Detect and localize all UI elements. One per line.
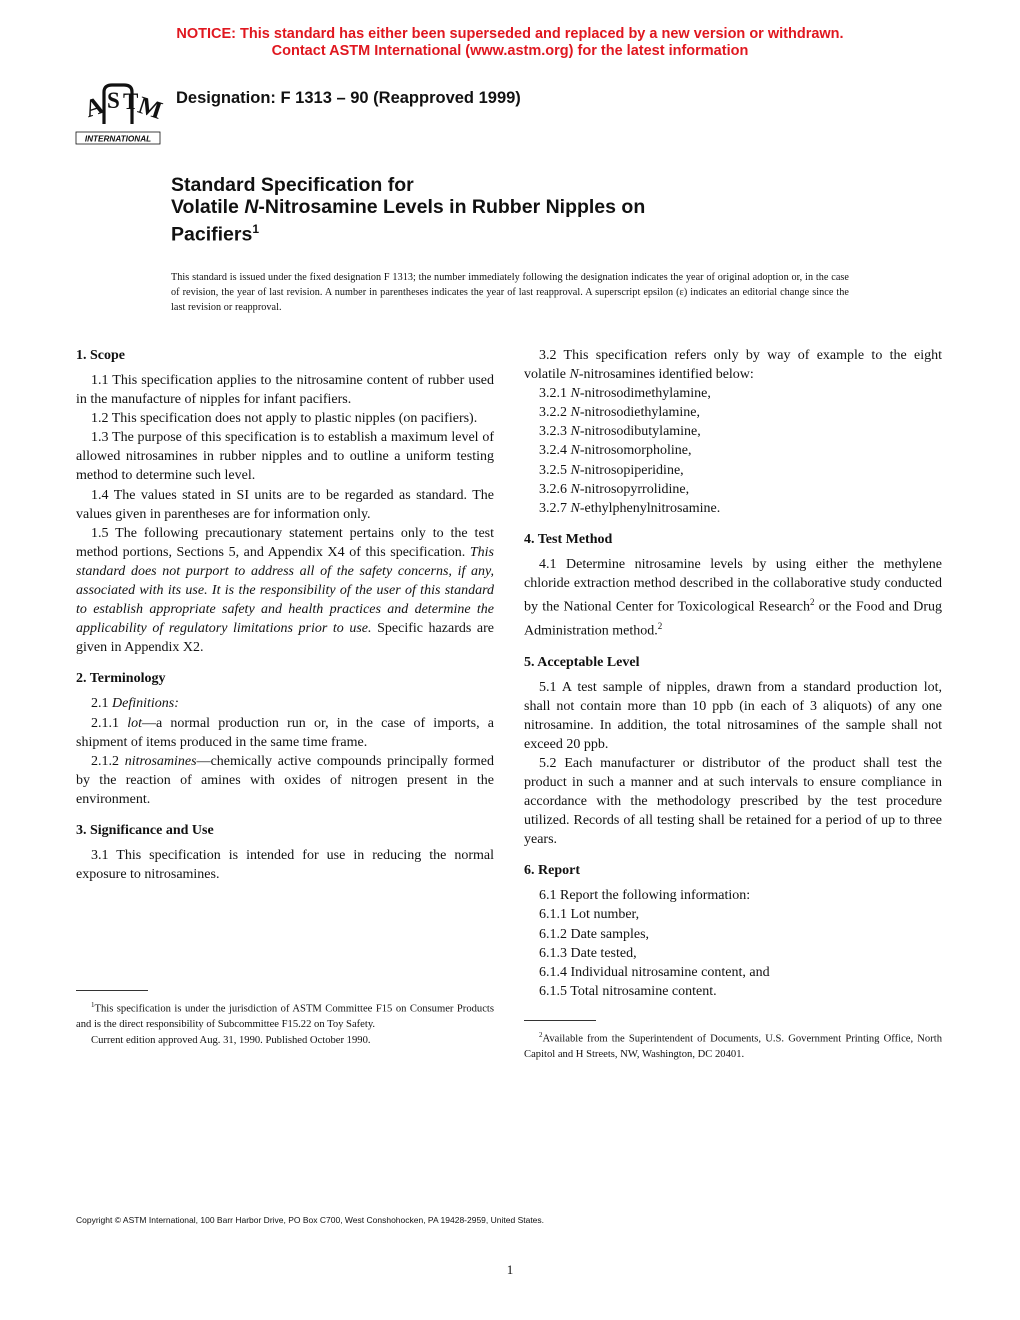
notice-line-1: NOTICE: This standard has either been superseded and replaced by a new version or withdrawn.: [176, 26, 844, 42]
list-item: 3.2.4 N-nitrosomorpholine,: [539, 443, 692, 459]
list-item: 3.2.3 N-nitrosodibutylamine,: [539, 424, 701, 440]
paragraph-1-5: 1.5 The following precautionary statement pertains only to the test method portions, Sections 5, and Appendix X4 of this specification. This standard does not purport to address all of the safety concerns, if any, associated with its use. It is the responsibility of the user of this standard to establish appropriate safety and health practices and determine the applicability of regulatory limitations prior to use. Specific hazards are given in Appendix X2.: [76, 525, 494, 656]
svg-text:A: A: [81, 92, 108, 124]
list-item: 6.1.1 Lot number,: [539, 907, 640, 923]
paragraph-4-1: 4.1 Determine nitrosamine levels by using either the methylene chloride extraction method described in the collaborative study conducted by the National Center for Toxicological Research$^2$ or the Food and Drug Administration method.$^2$: [524, 556, 942, 639]
section-heading-scope: 1. Scope: [76, 348, 125, 363]
title-footnote-ref: 1: [252, 222, 259, 236]
list-item: 3.2.5 N-nitrosopiperidine,: [539, 462, 684, 478]
paragraph-3-1: 3.1 This specification is intended for use in reducing the normal exposure to nitrosamines.: [76, 847, 494, 883]
page-number: 1: [506, 1262, 514, 1277]
paragraph-3-2: 3.2 This specification refers only by way of example to the eight volatile N-nitrosamines identified below:: [524, 348, 942, 383]
list-item: 3.2.2 N-nitrosodiethylamine,: [539, 405, 700, 421]
paragraph-6-1: 6.1 Report the following information:: [539, 888, 751, 904]
paragraph-1-3: 1.3 The purpose of this specification is to establish a maximum level of allowed nitrosamines in rubber nipples and to outline a uniform testing method to determine such level.: [76, 430, 494, 484]
notice-line-2: Contact ASTM International (www.astm.org) for the latest information: [271, 43, 749, 59]
footnote-1-text: $^1$This specification is under the jurisdiction of ASTM Committee F15 on Consumer Products and is the direct responsibility of Subcommittee F15.22 on Toy Safety.: [76, 1001, 494, 1031]
section-heading-report: 6. Report: [524, 863, 580, 879]
paragraph-1-2: 1.2 This specification does not apply to plastic nipples (on pacifiers).: [91, 411, 478, 427]
footnote-1: [76, 998, 494, 1048]
svg-text:M: M: [134, 91, 166, 125]
section-heading-test-method: 4. Test Method: [524, 531, 613, 547]
paragraph-1-4: 1.4 The values stated in SI units are to be regarded as standard. The values given in parentheses are for information only.: [76, 487, 494, 522]
list-item: 6.1.5 Total nitrosamine content.: [539, 983, 717, 999]
list-item: 6.1.2 Date samples,: [539, 926, 650, 942]
right-column: [524, 346, 942, 1001]
document-title: [171, 174, 931, 246]
footnote-2: [524, 1028, 942, 1063]
title-line-3: Pacifiers$^1$: [171, 222, 259, 246]
svg-text:T: T: [123, 89, 139, 114]
section-heading-significance: 3. Significance and Use: [76, 822, 214, 838]
designation: Designation: F 1313 – 90 (Reapproved 1999): [176, 89, 521, 107]
astm-logo: [74, 76, 166, 148]
copyright-line: Copyright © ASTM International, 100 Barr Harbor Drive, PO Box C700, West Conshohocken, PA 19428-2959, United States.: [76, 1215, 545, 1225]
list-item: 3.2.6 N-nitrosopyrrolidine,: [539, 481, 690, 497]
logo-wordmark: INTERNATIONAL: [84, 134, 152, 144]
title-line-1: Standard Specification for: [171, 174, 414, 196]
title-line-2: Volatile N-Nitrosamine Levels in Rubber Nipples on: [171, 196, 646, 218]
list-item: 6.1.4 Individual nitrosamine content, and: [539, 964, 770, 980]
footnote-rule-right: [524, 1020, 596, 1021]
paragraph-2-1-1: 2.1.1 lot—a normal production run or, in the case of imports, a shipment of items produced in the same time frame.: [76, 715, 494, 750]
footnote-1-edition: Current edition approved Aug. 31, 1990. Published October 1990.: [91, 1034, 371, 1046]
paragraph-2-1: 2.1 Definitions:: [91, 696, 179, 712]
astm-international-logo-icon: [74, 76, 166, 148]
issuance-statement: This standard is issued under the fixed designation F 1313; the number immediately following the designation indicates the year of original adoption or, in the case of revision, the year of last revision. A number in parentheses indicates the year of last reapproval. A superscript epsilon (ε) indicates an editorial change since the last revision or reapproval.: [171, 272, 849, 313]
footnote-2-text: $^2$Available from the Superintendent of Documents, U.S. Government Printing Office, North Capitol and H Streets, NW, Washington, DC 20401.: [524, 1031, 942, 1061]
list-item: 3.2.1 N-nitrosodimethylamine,: [539, 386, 711, 402]
paragraph-2-1-2: 2.1.2 nitrosamines—chemically active compounds principally formed by the reaction of amines with oxides of nitrogen present in the environment.: [76, 753, 495, 807]
svg-text:S: S: [107, 88, 120, 113]
paragraph-1-1: 1.1 This specification applies to the nitrosamine content of rubber used in the manufacture of nipples for infant pacifiers.: [76, 373, 494, 408]
list-item: 6.1.3 Date tested,: [539, 945, 637, 961]
section-heading-acceptable-level: 5. Acceptable Level: [524, 654, 640, 670]
supersession-notice: [0, 26, 1020, 60]
paragraph-5-1: 5.1 A test sample of nipples, drawn from a standard production lot, shall not contain more than 10 ppb (in each of 3 aliquots) of any one nitrosamine. In addition, the total nitrosamines of the sample shall not exceed 20 ppb.: [524, 679, 942, 752]
footnote-rule-left: [76, 990, 148, 991]
list-item: 3.2.7 N-ethylphenylnitrosamine.: [539, 500, 721, 516]
section-heading-terminology: 2. Terminology: [76, 671, 166, 687]
left-column: [76, 346, 494, 884]
paragraph-5-2: 5.2 Each manufacturer or distributor of the product shall test the product in such a manner and at such intervals to ensure compliance in accordance with the methodology prescribed by the test procedure utilized. Records of all testing shall be retained for a period of up to three years.: [524, 755, 942, 848]
